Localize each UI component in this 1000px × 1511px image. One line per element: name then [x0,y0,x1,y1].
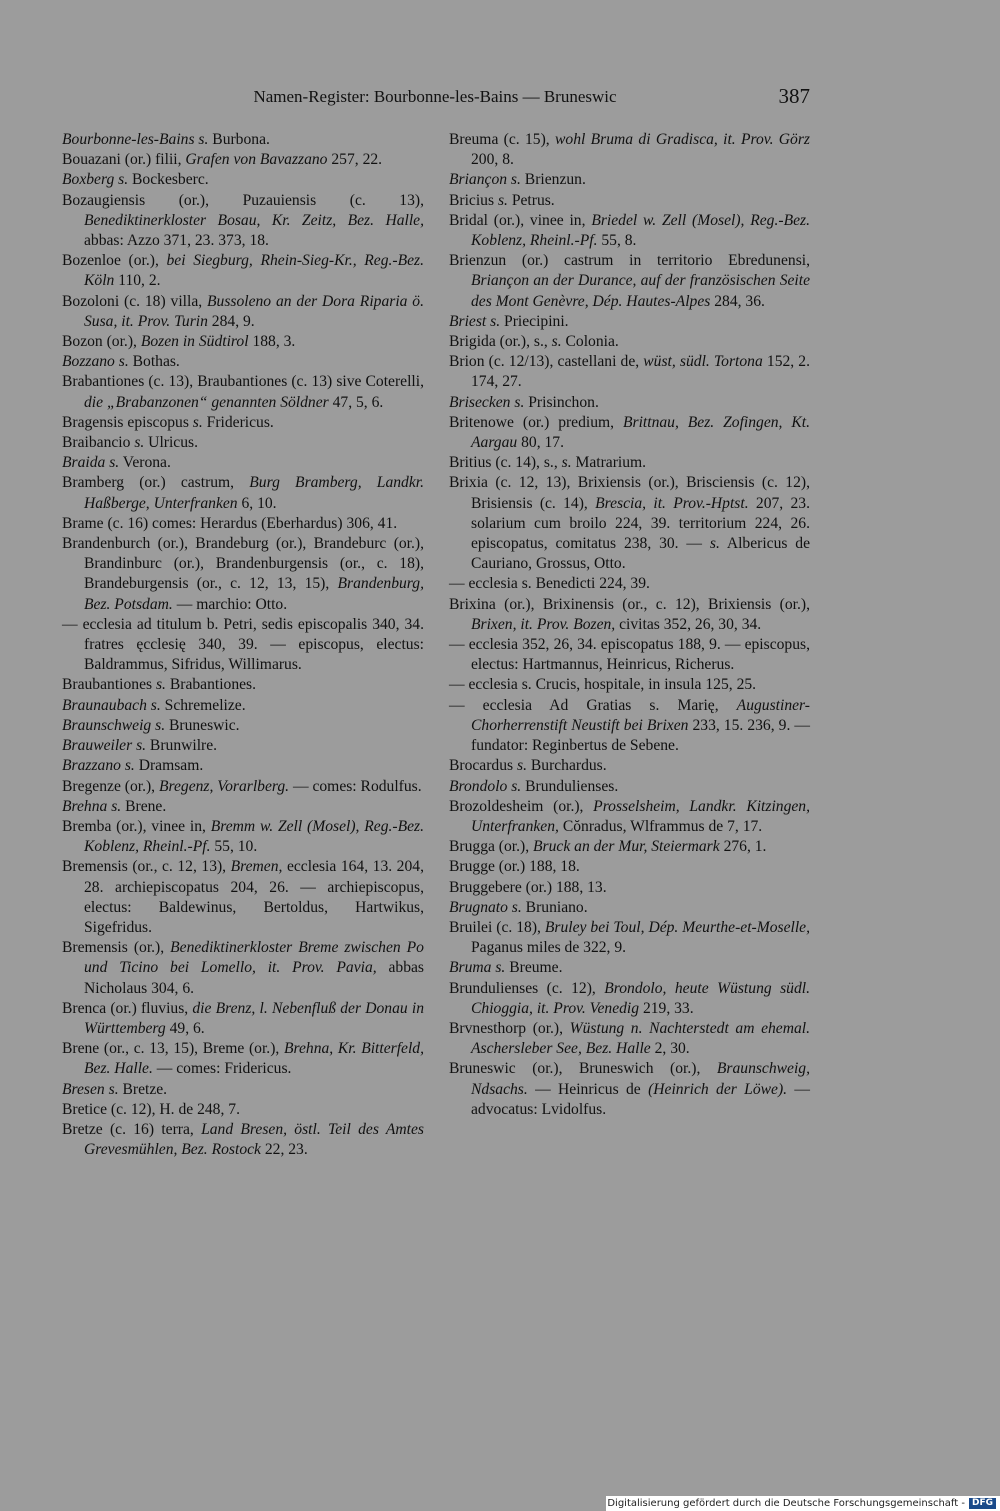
entry-text: 276, 1. [719,838,767,856]
index-entry [449,211,810,251]
entry-text: 2, 30. [650,1040,690,1058]
entry-text: Bremensis (or.), [62,939,171,957]
index-entry [449,696,810,757]
entry-text: — ecclesia Ad Gratias s. Marię, [449,696,737,714]
index-entry [62,716,424,736]
entry-text: Priecipini. [500,312,569,330]
index-entry [449,878,810,898]
index-entry [449,191,810,211]
entry-italic-text: Burg Bramberg, Landkr. Haßberge, Unterfranken [84,474,424,512]
dfg-logo: DFG [969,1498,996,1509]
entry-text: 152, 2. 174, 27. [471,353,811,391]
entry-text: Bregenze (or.), [62,777,159,795]
right-column [449,130,810,1120]
index-entry [62,251,424,291]
entry-italic-text: Brehna s. [62,797,122,815]
entry-text: Brocardus [449,757,517,775]
entry-italic-text: s. [551,333,562,351]
index-entry [62,1039,424,1079]
entry-text: Brixia (c. 12, 13), Brixiensis (or.), Brisciensis (c. 12), Brisiensis (c. 14), [449,474,810,512]
entry-text: Bretze. [118,1080,168,1098]
entry-italic-text: die Brenz, l. Nebenfluß der Donau in Württemberg [84,999,424,1037]
footer-text: Digitalisierung gefördert durch die Deutsche Forschungsgemeinschaft - [607,1498,965,1509]
index-entry [449,170,810,190]
entry-text: Bouazani (or.) filii, [62,151,186,169]
entry-italic-text: Briançon an der Durance, auf der französischen Seite des Mont Genèvre, Dép. Hautes-Alpes [471,272,810,310]
entry-italic-text: wohl Bruma di Gradisca, it. Prov. Görz [555,131,810,148]
entry-text: 284, 9. [207,312,255,330]
entry-text: Bruneswic. [165,716,240,734]
index-entry [449,918,810,958]
entry-text: — comes: Rodulfus. [289,777,422,795]
entry-text: Brion (c. 12/13), castellani de, [449,353,644,371]
entry-text: Schremelize. [160,696,246,714]
entry-italic-text: Bremen, [230,858,283,876]
entry-italic-text: die „Brabanzonen“ genannten Söldner [84,393,329,411]
entry-italic-text: Briedel w. Zell (Mosel), Reg.-Bez. Koblenz, Rheinl.-Pf. [471,211,810,250]
entry-italic-text: Benediktinerkloster Breme zwischen Po und Ticino bei Lomello, it. Prov. Pavia, [84,939,424,977]
entry-text: 6, 10. [237,494,277,512]
entry-italic-text: Benediktinerkloster Bosau, Kr. Zeitz, Bez. Halle, [84,211,424,229]
index-entry [449,595,810,635]
entry-text: — ecclesia ad titulum b. Petri, sedis episcopalis 340, 34. fratres ęcclesię 340, 39. — episcopus, electus: Baldrammus, Sifridus, Willimarus. [62,615,424,674]
entry-text: 47, 5, 6. [328,393,384,411]
entry-text: Brene. [121,797,167,815]
entry-italic-text: wüst, südl. Tortona [643,353,763,371]
entry-text: 257, 22. [327,151,383,169]
entry-italic-text: s. [497,191,508,209]
entry-italic-text: Braunschweig, Ndsachs. [471,1060,810,1098]
entry-italic-text: Briest s. [449,312,501,330]
entry-italic-text: Bruma s. [449,959,506,977]
entry-text: 55, 8. [597,232,637,250]
entry-italic-text: Braunschweig s. [62,716,166,734]
entry-text: ecclesia 164, 13. 204, 28. archiepiscopatus 204, 26. — archiepiscopus, electus: Baldewinus, Bertoldus, Hartwikus, Sigefridus. [84,858,424,936]
entry-text: — ecclesia s. Benedicti 224, 39. [449,575,650,593]
entry-text: Burbona. [208,131,270,148]
entry-italic-text: Grafen von Bavazzano [185,151,328,169]
entry-text: Braubantiones [62,676,156,694]
entry-text: Bridal (or.), vinee in, [449,211,592,229]
entry-italic-text: s. [709,535,720,553]
entry-text: Bozenloe (or.), [62,252,167,270]
index-entry [449,777,810,797]
entry-italic-text: s. [155,676,166,694]
entry-italic-text: Bremm w. Zell (Mosel), Reg.-Bez. Koblenz, Rheinl.-Pf. [84,817,424,856]
index-entry [449,857,810,877]
index-entry [449,898,810,918]
entry-text: — comes: Fridericus. [152,1060,292,1078]
entry-italic-text: Brazzano s. [62,757,135,775]
entry-text: Bruniano. [521,898,588,916]
entry-italic-text: s. [561,454,572,472]
entry-text: Bragensis episcopus [62,413,193,431]
entry-text: 22, 23. [260,1141,308,1159]
index-entry [62,615,424,676]
entry-text: Bothas. [128,353,180,371]
entry-text: Britenowe (or.) predium, [449,413,623,431]
entry-text: abbas Nicholaus 304, 6. [84,959,424,997]
entry-italic-text: Brandenburg, Bez. Potsdam. [84,575,424,613]
index-entry [449,635,810,675]
index-entry [449,675,810,695]
index-entry [449,312,810,332]
entry-text: Dramsam. [134,757,204,775]
entry-text: Brabantiones. [165,676,257,694]
index-entry [62,170,424,190]
index-entry [62,413,424,433]
index-entry [62,150,424,170]
digitization-footer [606,1496,1000,1511]
index-entry [449,1019,810,1059]
entry-text: Prisinchon. [524,393,599,411]
index-entry [449,958,810,978]
index-entry [449,979,810,1019]
entry-italic-text: s. [517,757,527,775]
index-entry [62,736,424,756]
entry-text: Bretze (c. 16) terra, [62,1120,202,1138]
entry-italic-text: Bruck an der Mur, Steiermark [533,838,720,856]
index-entry [62,473,424,513]
entry-text: Brigida (or.), s., [449,333,552,351]
entry-text: Colonia. [561,333,619,351]
entry-text: Brame (c. 16) comes: Herardus (Eberhardus) 306, 41. [62,514,398,532]
entry-text: Petrus. [507,191,555,209]
entry-text: 110, 2. [114,272,161,290]
entry-text: Bruneswic (or.), Bruneswich (or.), [449,1060,717,1078]
entry-text: Bockesberc. [128,171,209,189]
index-entry [449,473,810,574]
entry-text: Ulricus. [144,434,198,452]
entry-text: 55, 10. [210,838,258,856]
index-entry [449,453,810,473]
index-entry [62,675,424,695]
entry-text: Bretice (c. 12), H. de 248, 7. [62,1100,240,1118]
entry-italic-text: Brondolo s. [449,777,522,795]
entry-text: Brixina (or.), Brixinensis (or., c. 12), Brixiensis (or.), [449,595,810,613]
index-entry [449,413,810,453]
entry-italic-text: bei Siegburg, Rhein-Sieg-Kr., Reg.-Bez. Köln [84,252,425,290]
left-column [62,130,424,1160]
index-entry [449,251,810,312]
entry-text: 80, 17. [517,434,564,452]
entry-text: Brenca (or.) fluvius, [62,999,193,1017]
index-entry [449,1059,810,1120]
entry-italic-text: Bussoleno an der Dora Riparia ö. Susa, it. Prov. Turin [84,292,425,330]
entry-text: 284, 36. [710,292,765,310]
page-number: 387 [778,84,810,108]
index-entry [62,857,424,938]
entry-text: abbas: Azzo 371, 23. 373, 18. [84,232,269,250]
entry-text: Brunwilre. [146,737,218,755]
entry-italic-text: Brescia, it. Prov.-Hptst. [595,494,749,512]
index-entry [62,797,424,817]
index-entry [62,777,424,797]
index-entry [449,130,810,170]
entry-italic-text: Brehna, Kr. Bitterfeld, Bez. Halle. [84,1040,424,1078]
index-entry [62,514,424,534]
entry-text: Bruggebere (or.) 188, 13. [449,878,607,896]
entry-text: Paganus miles de 322, 9. [471,939,627,957]
entry-text: 200, 8. [471,151,514,169]
entry-italic-text: Brixen, it. Prov. Bozen, [471,615,616,633]
entry-italic-text: Brittnau, Bez. Zofingen, Kt. Aargau [471,413,810,452]
entry-italic-text: Boxberg s. [62,171,129,189]
index-entry [449,393,810,413]
entry-italic-text: Briançon s. [449,171,521,189]
index-entry [62,696,424,716]
entry-italic-text: Prosselsheim, Landkr. Kitzingen, Unterfranken, [471,797,810,835]
entry-italic-text: Braunaubach s. [62,696,161,714]
index-entry [449,352,810,392]
entry-text: — ecclesia s. Crucis, hospitale, in insula 125, 25. [449,676,757,694]
entry-italic-text: Bozzano s. [62,353,129,371]
index-entry [449,574,810,594]
entry-text: Brandenburch (or.), Brandeburg (or.), Brandeburc (or.), Brandinburc (or.), Brandenburgensis (or., c. 18), Brandeburgensis (or., c. 12, 13, 15), [62,535,424,593]
entry-text: Brabantiones (c. 13), Braubantiones (c. 13) sive Coterelli, [62,373,424,391]
index-entry [62,130,424,150]
entry-text: Bramberg (or.) castrum, [62,474,250,492]
entry-text: Brienzun (or.) castrum in territorio Ebredunensi, [449,252,810,270]
entry-text: Brene (or., c. 13, 15), Breme (or.), [62,1040,284,1058]
index-entry [449,756,810,776]
index-entry [62,453,424,473]
entry-italic-text: Brugnato s. [449,898,522,916]
entry-text: civitas 352, 26, 30, 34. [615,615,762,633]
entry-text: Brienzun. [520,171,586,189]
entry-text: Burchardus. [526,757,607,775]
entry-text: Bremba (or.), vinee in, [62,817,211,835]
entry-text: 188, 3. [248,333,296,351]
entry-italic-text: Land Bresen, östl. Teil des Amtes Grevesmühlen, Bez. Rostock [84,1120,425,1159]
entry-text: 49, 6. [165,1019,205,1037]
entry-text: Breume. [505,959,563,977]
entry-text: Albericus de Cauriano, Grossus, Otto. [471,535,811,573]
entry-text: Bozon (or.), [62,333,141,351]
entry-text: Brozoldesheim (or.), [449,797,594,815]
index-entry [62,292,424,332]
index-entry [62,332,424,352]
entry-text: Brundulienses. [521,777,619,795]
entry-italic-text: s. [192,413,203,431]
index-entry [449,797,810,837]
index-entry [62,756,424,776]
entry-italic-text: Wüstung n. Nachterstedt am ehemal. Aschersleber See, Bez. Halle [471,1019,811,1058]
index-entry [62,938,424,999]
index-entry [62,1100,424,1120]
entry-text: — marchio: Otto. [172,595,288,613]
entry-text: Bremensis (or., c. 12, 13), [62,858,231,876]
entry-italic-text: Bruley bei Toul, Dép. Meurthe-et-Moselle, [544,918,811,936]
entry-text: Bricius [449,191,498,209]
entry-text: Braibancio [62,434,135,452]
entry-text: 207, 23. solarium cum broilo 224, 39. territorium 224, 26. episcopatus, comitatus 238, 30. — [471,494,810,553]
entry-italic-text: Bozen in Südtirol [140,333,249,351]
entry-text: Bozaugiensis (or.), Puzauiensis (c. 13), [62,191,424,209]
entry-italic-text: Brauweiler s. [62,737,147,755]
index-entry [449,837,810,857]
entry-italic-text: Braida s. [62,454,120,472]
index-entry [62,1120,424,1160]
entry-text: Brugga (or.), [449,838,534,856]
entry-text: 233, 15. 236, 9. — fundator: Reginbertus de Sebene. [471,716,810,755]
page-header [60,84,810,110]
index-entry [62,372,424,412]
entry-italic-text: (Heinrich der Löwe). [648,1080,788,1098]
entry-italic-text: Augustiner-Chorherrenstift Neustift bei Brixen [471,696,810,734]
index-entry [449,332,810,352]
entry-text: Breuma (c. 15), [449,131,556,148]
entry-text: Verona. [119,454,171,472]
running-title: Namen-Register: Bourbonne-les-Bains — Bruneswic [253,87,617,106]
entry-text: Brvnesthorp (or.), [449,1019,570,1037]
entry-text: — advocatus: Lvidolfus. [471,1080,811,1118]
index-entry [62,999,424,1039]
index-entry [62,352,424,372]
entry-text: 219, 33. [639,999,694,1017]
entry-text: — ecclesia 352, 26, 34. episcopatus 188, 9. — episcopus, electus: Hartmannus, Heinricus, Richerus. [449,636,810,674]
entry-text: Cŏnradus, Wlframmus de 7, 17. [558,817,763,835]
entry-text: Brundulienses (c. 12), [449,979,605,997]
entry-italic-text: s. [134,434,145,452]
entry-italic-text: Bresen s. [62,1080,119,1098]
entry-italic-text: Bourbonne-les-Bains s. [62,131,209,148]
index-entry [62,534,424,615]
index-entry [62,1080,424,1100]
index-entry [62,191,424,252]
entry-italic-text: Bregenz, Vorarlberg. [158,777,290,795]
entry-text: Britius (c. 14), s., [449,454,562,472]
entry-text: — Heinricus de [527,1080,649,1098]
index-entry [62,817,424,857]
entry-text: Matrarium. [571,454,647,472]
index-entry [62,433,424,453]
entry-text: Fridericus. [202,413,274,431]
entry-text: Brugge (or.) 188, 18. [449,858,580,876]
entry-italic-text: Brondolo, heute Wüstung südl. Chioggia, it. Prov. Venedig [471,979,810,1017]
entry-text: Bruilei (c. 18), [449,918,545,936]
entry-text: Bozoloni (c. 18) villa, [62,292,207,310]
entry-italic-text: Brisecken s. [449,393,525,411]
